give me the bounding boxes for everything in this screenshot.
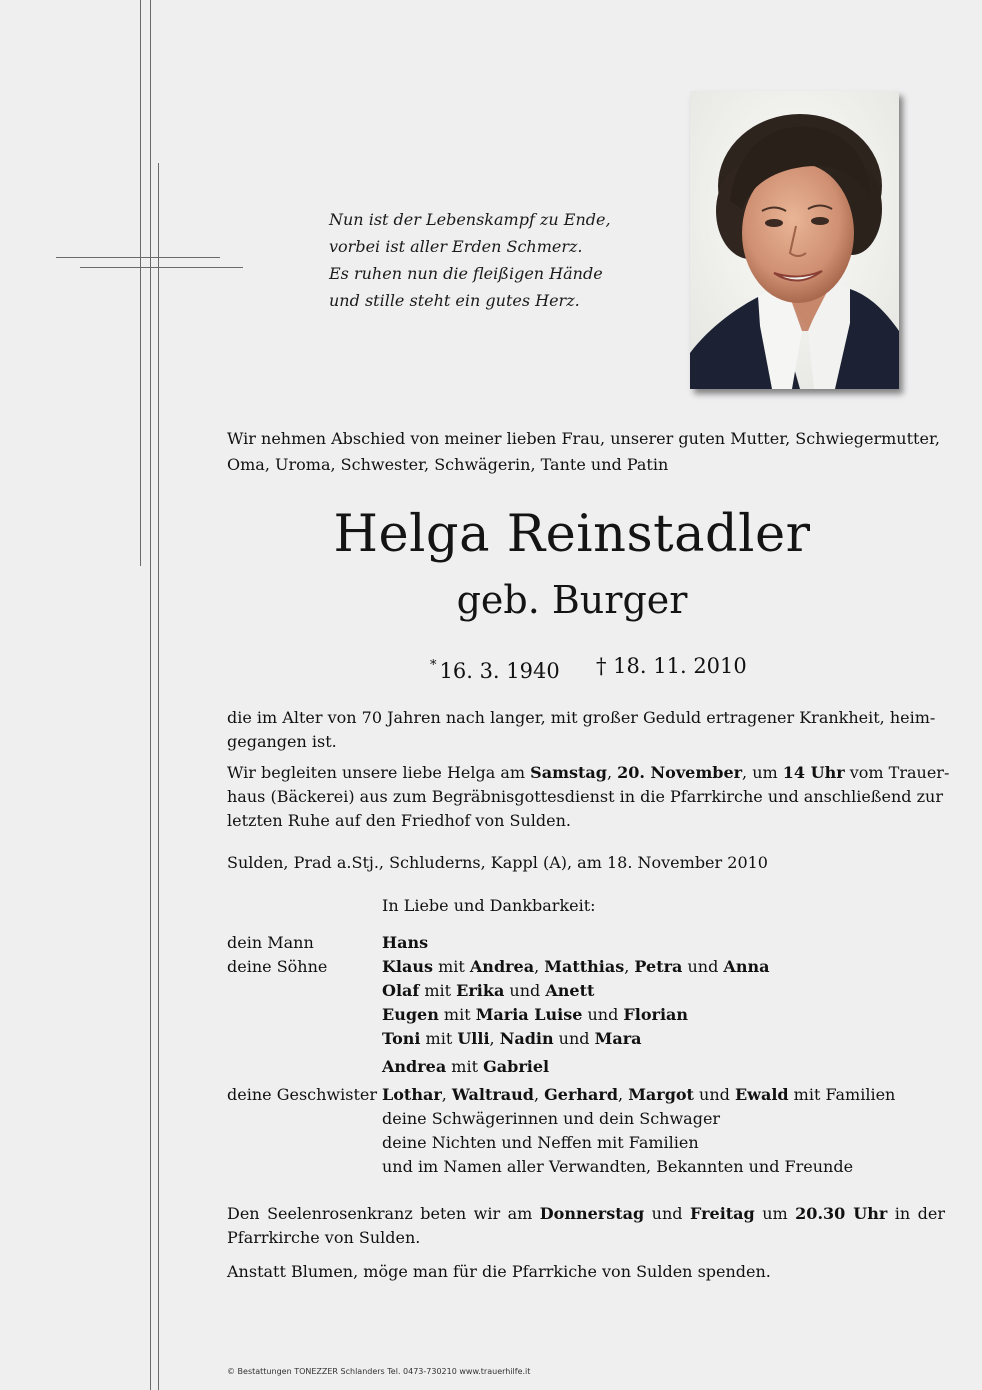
connector-text: und — [553, 1029, 595, 1048]
cross-vertical-line-left — [140, 0, 141, 566]
connector-text: , — [618, 1085, 629, 1104]
text-span: Wir begleiten unsere liebe Helga am — [227, 763, 531, 782]
funeral-day: Samstag — [530, 763, 607, 782]
relatives-line: deine Nichten und Neffen mit Familien — [382, 1133, 699, 1152]
farewell-intro — [227, 426, 940, 478]
rosary-time: 20.30 Uhr — [795, 1204, 888, 1223]
connector-text: mit — [446, 1057, 484, 1076]
family-member-name: Eugen — [382, 1005, 439, 1024]
text-line: haus (Bäckerei) aus zum Begräbnisgottesdienst in die Pfarrkirche und anschließend zur — [227, 787, 943, 806]
deceased-name: Helga Reinstadler — [333, 505, 811, 564]
family-member-name: Klaus — [382, 957, 433, 976]
relation-label-sons: deine Söhne — [227, 957, 328, 976]
poem-line: vorbei ist aller Erden Schmerz. — [329, 237, 583, 256]
relatives-line: und im Namen aller Verwandten, Bekannten und Freunde — [382, 1157, 854, 1176]
cross-horizontal-line-upper — [56, 257, 220, 258]
intro-line: Wir nehmen Abschied von meiner lieben Frau, unserer guten Mutter, Schwiegermutter, — [227, 429, 940, 448]
connector-text: und — [682, 957, 724, 976]
text-span: Den Seelenrosenkranz beten wir am — [227, 1204, 540, 1223]
daughter-line — [382, 1055, 549, 1079]
text-span: , — [606, 763, 618, 782]
sons-line — [382, 955, 769, 979]
text-line: die im Alter von 70 Jahren nach langer, mit großer Geduld ertragener Krankheit, heim- — [227, 708, 936, 727]
connector-text: , — [534, 957, 545, 976]
portrait-photo — [690, 91, 899, 389]
family-member-name: Toni — [382, 1029, 421, 1048]
connector-text: und — [582, 1005, 624, 1024]
maiden-name: geb. Burger — [456, 578, 688, 622]
text-line: letzten Ruhe auf den Friedhof von Sulden. — [227, 811, 571, 830]
connector-text: , — [533, 1085, 545, 1104]
family-member-name: Petra — [634, 957, 683, 976]
poem — [329, 206, 659, 314]
text-span: , um — [742, 763, 783, 782]
text-line: Pfarrkirche von Sulden. — [227, 1228, 421, 1247]
birth-star-icon: * — [430, 658, 437, 673]
family-member-name: Florian — [623, 1005, 689, 1024]
sons-line — [382, 979, 594, 1003]
family-member-name: Gerhard — [544, 1085, 619, 1104]
text-line — [227, 761, 950, 785]
text-span: in der — [887, 1204, 946, 1223]
family-member-name: Margot — [628, 1085, 694, 1104]
text-span: vom Trauer- — [844, 763, 950, 782]
thanks-line: In Liebe und Dankbarkeit: — [382, 896, 596, 915]
cross-vertical-line-middle — [150, 0, 151, 1390]
connector-text: mit Familien — [788, 1085, 896, 1104]
intro-line: Oma, Uroma, Schwester, Schwägerin, Tante und Patin — [227, 455, 669, 474]
cross-vertical-line-right — [158, 163, 159, 1390]
family-member-name: Gabriel — [483, 1057, 550, 1076]
family-member-name: Ulli — [457, 1029, 490, 1048]
family-member-name: Ewald — [734, 1085, 789, 1104]
family-member-name: Andrea — [469, 957, 535, 976]
connector-text: mit — [420, 1029, 458, 1048]
connector-text: mit — [433, 957, 470, 976]
connector-text: , — [441, 1085, 452, 1104]
sons-line — [382, 1003, 688, 1027]
poem-line: und stille steht ein gutes Herz. — [329, 291, 580, 310]
connector-text: mit — [419, 981, 457, 1000]
relation-label-husband: dein Mann — [227, 933, 314, 952]
connector-text: und — [693, 1085, 735, 1104]
funeral-time: 14 Uhr — [782, 763, 845, 782]
donation-note: Anstatt Blumen, möge man für die Pfarrkiche von Sulden spenden. — [227, 1262, 771, 1281]
husband-name — [382, 931, 428, 955]
family-member-name: Nadin — [499, 1029, 554, 1048]
family-member-name: Olaf — [382, 981, 420, 1000]
rosary-day-1: Donnerstag — [539, 1204, 645, 1223]
siblings-line — [382, 1083, 895, 1107]
death-date: † 18. 11. 2010 — [596, 654, 747, 678]
text-span: um — [754, 1204, 796, 1223]
family-member-name: Maria Luise — [475, 1005, 583, 1024]
birth-date-value: 16. 3. 1940 — [439, 659, 560, 683]
paragraph-rosary — [227, 1202, 946, 1250]
family-member-name: Mara — [594, 1029, 642, 1048]
funeral-home-footer: © Bestattungen TONEZZER Schlanders Tel. 0473-730210 www.trauerhilfe.it — [227, 1367, 531, 1376]
name-bold: Hans — [382, 933, 429, 952]
family-member-name: Andrea — [382, 1057, 447, 1076]
paragraph-illness — [227, 706, 936, 754]
rosary-day-2: Freitag — [690, 1204, 755, 1223]
place-and-date: Sulden, Prad a.Stj., Schluderns, Kappl (A), am 18. November 2010 — [227, 853, 768, 872]
birth-date — [430, 651, 560, 686]
family-member-name: Erika — [456, 981, 505, 1000]
poem-line: Nun ist der Lebenskampf zu Ende, — [329, 210, 611, 229]
cross-horizontal-line-lower — [80, 267, 243, 268]
connector-text: mit — [438, 1005, 476, 1024]
relatives-line: deine Schwägerinnen und dein Schwager — [382, 1109, 721, 1128]
connector-text: , — [489, 1029, 500, 1048]
connector-text: und — [504, 981, 546, 1000]
text-line: gegangen ist. — [227, 732, 337, 751]
family-member-name: Matthias — [544, 957, 625, 976]
sons-line — [382, 1027, 642, 1051]
text-line — [227, 1202, 946, 1226]
family-member-name: Lothar — [382, 1085, 442, 1104]
paragraph-funeral — [227, 761, 950, 833]
family-member-name: Anett — [545, 981, 595, 1000]
funeral-date: 20. November — [617, 763, 743, 782]
relation-label-siblings: deine Geschwister — [227, 1085, 377, 1104]
family-member-name: Anna — [723, 957, 770, 976]
text-span: und — [644, 1204, 690, 1223]
connector-text: , — [624, 957, 635, 976]
family-member-name: Waltraud — [451, 1085, 534, 1104]
poem-line: Es ruhen nun die fleißigen Hände — [329, 264, 603, 283]
